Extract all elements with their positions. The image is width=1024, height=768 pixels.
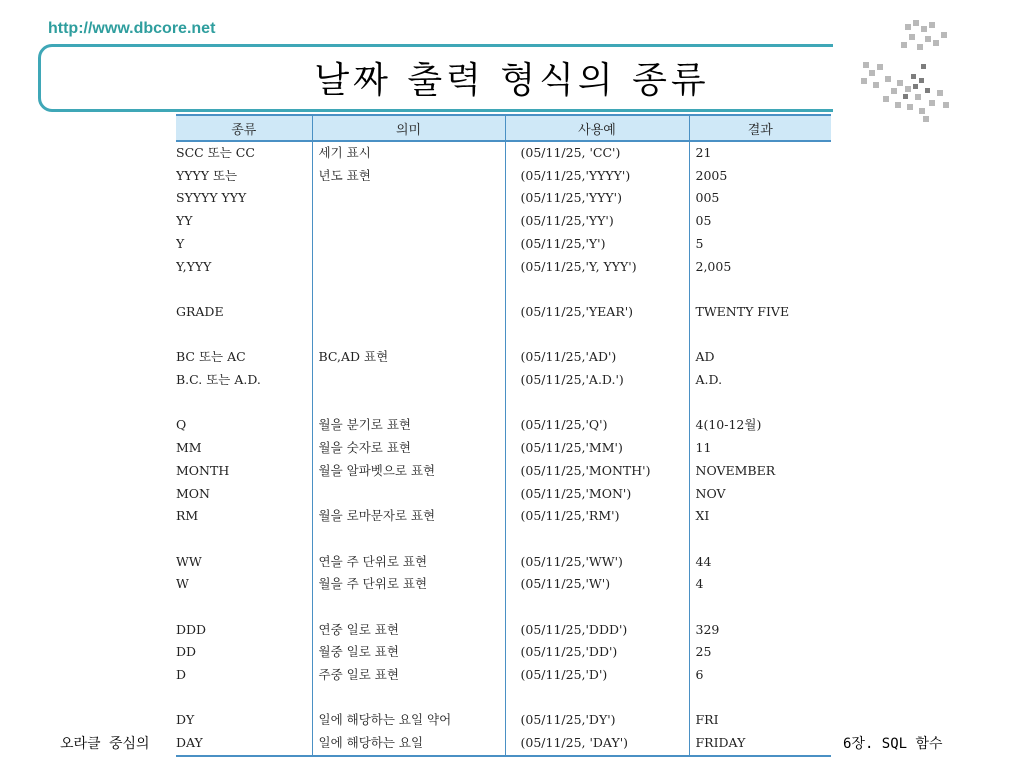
cell-meaning: 일에 해당하는 요일 <box>312 732 505 756</box>
cell-result: 329 <box>689 619 831 642</box>
cell-example: (05/11/25,'YY') <box>505 210 689 233</box>
table-row <box>176 165 831 188</box>
cell-meaning: 월을 분기로 표현 <box>312 414 505 437</box>
cell-result: 05 <box>689 210 831 233</box>
cell-example: (05/11/25,'YYYY') <box>505 165 689 188</box>
cell-example: (05/11/25, 'DAY') <box>505 732 689 756</box>
cell-type: SCC 또는 CC <box>176 145 255 160</box>
cell-example: (05/11/25,'DDD') <box>505 619 689 642</box>
cell-result: 2,005 <box>689 256 831 279</box>
pixel-figure-icon <box>833 18 983 128</box>
cell-meaning: 주중 일로 표현 <box>312 664 505 687</box>
cell-result: AD <box>689 346 831 369</box>
cell-type: BC 또는 AC <box>176 349 246 365</box>
cell-meaning: 월을 알파벳으로 표현 <box>312 460 505 483</box>
table-row <box>176 437 831 460</box>
cell-meaning: 년도 표현 <box>312 165 505 188</box>
cell-example: (05/11/25,'MON') <box>505 483 689 506</box>
cell-meaning <box>312 528 505 551</box>
cell-example <box>505 687 689 710</box>
column-header-meaning: 의미 <box>312 115 505 141</box>
table-row <box>176 346 831 369</box>
column-header-example: 사용예 <box>505 115 689 141</box>
cell-meaning <box>312 233 505 256</box>
table-row <box>176 687 831 710</box>
cell-meaning: BC,AD 표현 <box>312 346 505 369</box>
table-row <box>176 596 831 619</box>
cell-example <box>505 392 689 415</box>
cell-meaning <box>312 187 505 210</box>
cell-type: MONTH <box>176 462 230 478</box>
cell-result: 5 <box>689 233 831 256</box>
table-row <box>176 460 831 483</box>
cell-result: 25 <box>689 641 831 664</box>
cell-result: NOV <box>689 483 831 506</box>
table-row <box>176 732 831 756</box>
table-row <box>176 392 831 415</box>
footer-right-text: 6장. SQL 함수 <box>843 736 943 752</box>
cell-type: W <box>176 576 189 592</box>
cell-meaning <box>312 596 505 619</box>
cell-result: TWENTY FIVE <box>689 301 831 324</box>
table-row <box>176 528 831 551</box>
site-url[interactable]: http://www.dbcore.net <box>48 20 216 37</box>
cell-meaning: 일에 해당하는 요일 약어 <box>312 709 505 732</box>
cell-type: WW <box>176 553 202 569</box>
cell-meaning <box>312 301 505 324</box>
table-row <box>176 210 831 233</box>
table-row <box>176 369 831 392</box>
cell-result: 4(10-12월) <box>689 414 831 437</box>
cell-type <box>176 687 312 710</box>
cell-type <box>176 528 312 551</box>
cell-type: DY <box>176 712 195 728</box>
table-row <box>176 505 831 528</box>
table-row <box>176 324 831 347</box>
cell-example: (05/11/25,'Q') <box>505 414 689 437</box>
cell-meaning <box>312 278 505 301</box>
table-row <box>176 641 831 664</box>
table-row <box>176 187 831 210</box>
cell-type: Y <box>176 235 185 251</box>
cell-type: DDD <box>176 621 207 637</box>
table-row <box>176 709 831 732</box>
cell-meaning <box>312 369 505 392</box>
cell-type: SYYYY YYY <box>176 190 247 206</box>
cell-type: RM <box>176 508 199 524</box>
cell-result: XI <box>689 505 831 528</box>
cell-example: (05/11/25,'A.D.') <box>505 369 689 392</box>
page-title: 날짜 출력 형식의 종류 <box>314 60 710 101</box>
cell-type: MON <box>176 485 210 501</box>
cell-example <box>505 596 689 619</box>
cell-result <box>689 596 831 619</box>
cell-type: DAY <box>176 732 312 756</box>
table-row <box>176 573 831 596</box>
cell-type: B.C. 또는 A.D. <box>176 372 261 387</box>
cell-example: (05/11/25, 'CC') <box>505 141 689 165</box>
table-header-row <box>176 115 831 141</box>
cell-type: MM <box>176 440 202 456</box>
cell-type: DD <box>176 644 197 660</box>
cell-example: (05/11/25,'Y, YYY') <box>505 256 689 279</box>
cell-example: (05/11/25,'DD') <box>505 641 689 664</box>
column-header-result: 결과 <box>689 115 831 141</box>
cell-type: D <box>176 667 187 683</box>
cell-type: Q <box>176 417 187 433</box>
cell-example <box>505 278 689 301</box>
cell-meaning: 연을 주 단위로 표현 <box>312 551 505 574</box>
cell-example: (05/11/25,'W') <box>505 573 689 596</box>
cell-result <box>689 324 831 347</box>
table-row <box>176 278 831 301</box>
cell-result: 44 <box>689 551 831 574</box>
cell-result: 005 <box>689 187 831 210</box>
cell-result: 6 <box>689 664 831 687</box>
cell-meaning: 월을 주 단위로 표현 <box>312 573 505 596</box>
table-row <box>176 551 831 574</box>
table-row <box>176 233 831 256</box>
cell-type: YYYY 또는 <box>176 167 238 183</box>
cell-example: (05/11/25,'AD') <box>505 346 689 369</box>
cell-example: (05/11/25,'MONTH') <box>505 460 689 483</box>
cell-meaning <box>312 687 505 710</box>
footer-left-text: 오라클 중심의 <box>60 733 150 753</box>
cell-meaning <box>312 324 505 347</box>
cell-meaning: 월중 일로 표현 <box>312 641 505 664</box>
cell-example: (05/11/25,'Y') <box>505 233 689 256</box>
cell-type: Y,YYY <box>176 258 212 274</box>
cell-example: (05/11/25,'RM') <box>505 505 689 528</box>
cell-result: A.D. <box>689 369 831 392</box>
cell-meaning: 세기 표시 <box>312 141 505 165</box>
cell-type <box>176 324 312 347</box>
cell-result <box>689 687 831 710</box>
cell-meaning: 월을 로마문자로 표현 <box>312 505 505 528</box>
table-row <box>176 664 831 687</box>
cell-result <box>689 392 831 415</box>
table-row <box>176 301 831 324</box>
cell-result: FRI <box>689 709 831 732</box>
cell-result: 11 <box>689 437 831 460</box>
table-row <box>176 483 831 506</box>
cell-result: FRIDAY <box>689 732 831 756</box>
cell-example: (05/11/25,'MM') <box>505 437 689 460</box>
cell-example: (05/11/25,'WW') <box>505 551 689 574</box>
cell-type <box>176 278 312 301</box>
cell-example: (05/11/25,'YEAR') <box>505 301 689 324</box>
cell-result: NOVEMBER <box>689 460 831 483</box>
cell-meaning <box>312 483 505 506</box>
cell-meaning <box>312 256 505 279</box>
table-row <box>176 256 831 279</box>
cell-type <box>176 596 312 619</box>
cell-result <box>689 528 831 551</box>
column-header-type: 종류 <box>176 115 312 141</box>
cell-example <box>505 528 689 551</box>
cell-meaning <box>312 392 505 415</box>
cell-result: 4 <box>689 573 831 596</box>
table-row <box>176 414 831 437</box>
cell-type <box>176 392 312 415</box>
cell-example: (05/11/25,'D') <box>505 664 689 687</box>
cell-type: YY <box>176 213 193 229</box>
table-row <box>176 619 831 642</box>
cell-meaning: 월을 숫자로 표현 <box>312 437 505 460</box>
cell-meaning: 연중 일로 표현 <box>312 619 505 642</box>
table-row <box>176 141 831 165</box>
cell-meaning <box>312 210 505 233</box>
cell-type: GRADE <box>176 303 224 319</box>
cell-example <box>505 324 689 347</box>
date-format-table <box>176 114 831 757</box>
cell-result <box>689 278 831 301</box>
cell-example: (05/11/25,'YYY') <box>505 187 689 210</box>
table-body <box>176 141 831 756</box>
cell-result: 21 <box>689 141 831 165</box>
cell-result: 2005 <box>689 165 831 188</box>
cell-example: (05/11/25,'DY') <box>505 709 689 732</box>
